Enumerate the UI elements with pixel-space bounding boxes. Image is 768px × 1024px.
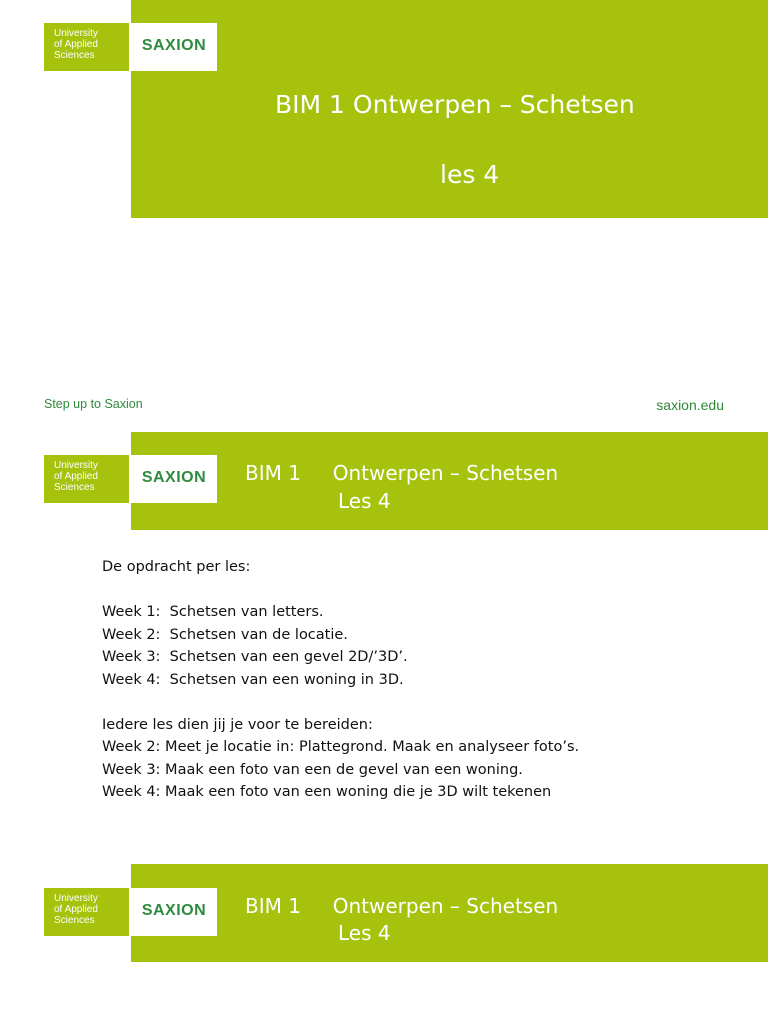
saxion-logo	[131, 23, 217, 71]
saxion-logo	[131, 888, 217, 936]
body-line	[102, 691, 579, 714]
logo-university-block	[44, 888, 129, 936]
saxion-logo	[131, 455, 217, 503]
assignment-text	[102, 556, 579, 804]
body-line: Week 4: Schetsen van een woning in 3D.	[102, 671, 404, 688]
title-slide	[0, 0, 768, 432]
logo-line-2: of Applied	[54, 904, 98, 915]
header-title: BIM 1 Ontwerpen – Schetsen	[245, 461, 559, 485]
logo-line-1: University	[54, 893, 98, 904]
body-line: Week 3: Schetsen van een gevel 2D/’3D’.	[102, 649, 408, 665]
header-subtitle: Les 4	[338, 921, 391, 945]
slide-title: BIM 1 Ontwerpen – Schetsen	[275, 90, 635, 119]
logo-line-3: Sciences	[54, 915, 95, 926]
body-line: Week 2: Schetsen van de locatie.	[102, 626, 348, 643]
body-line: De opdracht per les:	[102, 559, 251, 575]
logo-line-1: University	[54, 460, 98, 471]
body-line: Week 1: Schetsen van letters.	[102, 604, 324, 620]
logo-university-block	[44, 23, 129, 71]
logo-line-1: University	[54, 28, 98, 39]
body-line: Week 4: Maak een foto van een woning die je 3D wilt tekenen	[102, 784, 552, 800]
body-line: Week 2: Meet je locatie in: Plattegrond. Maak en analyseer foto’s.	[102, 739, 580, 755]
header-title: BIM 1 Ontwerpen – Schetsen	[245, 894, 559, 918]
body-line	[102, 579, 579, 602]
logo-line-3: Sciences	[54, 482, 95, 493]
body-line: Week 3: Maak een foto van een de gevel van een woning.	[102, 761, 523, 778]
content-slide-partial	[0, 864, 768, 1024]
header-subtitle: Les 4	[338, 489, 391, 513]
saxion-logo-text: SAXION	[141, 469, 207, 486]
footer-tagline: Step up to Saxion	[44, 397, 143, 411]
content-slide	[0, 432, 768, 864]
logo-line-2: of Applied	[54, 39, 98, 50]
logo-line-3: Sciences	[54, 50, 95, 61]
saxion-logo-text: SAXION	[141, 37, 207, 54]
logo-university-block	[44, 455, 129, 503]
footer-website: saxion.edu	[656, 397, 724, 413]
logo-line-2: of Applied	[54, 471, 98, 482]
slide-subtitle: les 4	[440, 160, 500, 189]
body-line: Iedere les dien jij je voor te bereiden:	[102, 716, 373, 733]
saxion-logo-text: SAXION	[141, 902, 207, 919]
